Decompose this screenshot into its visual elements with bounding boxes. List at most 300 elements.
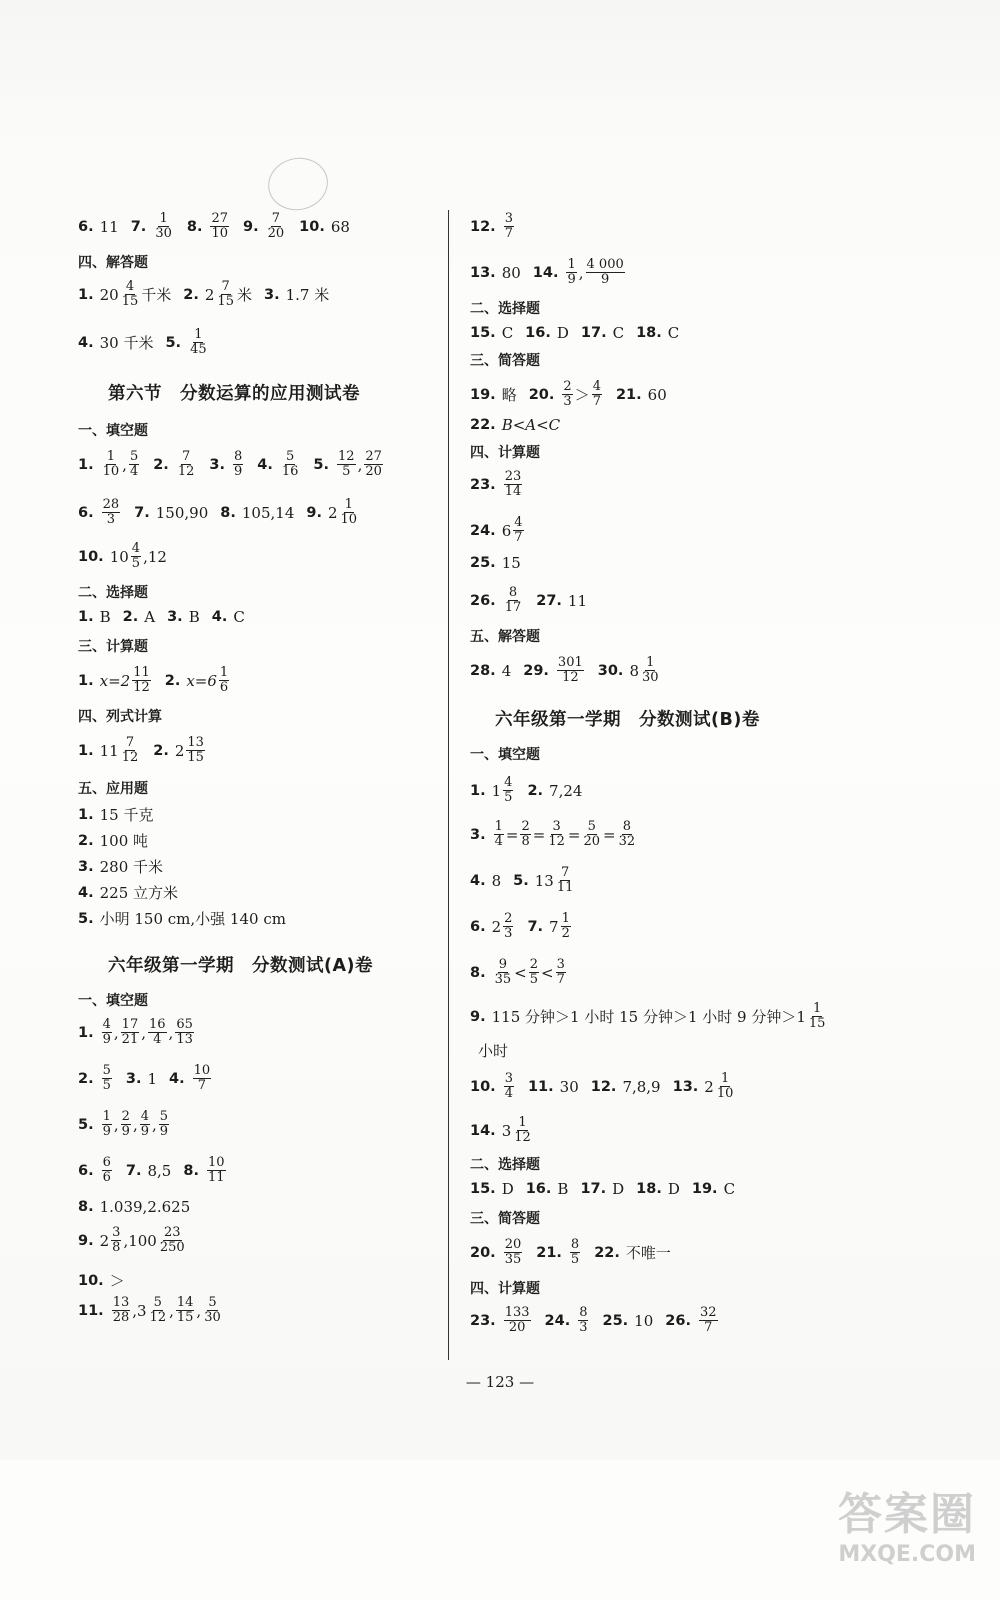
answer-line bbox=[470, 776, 582, 805]
answer-value: D bbox=[501, 1180, 514, 1198]
denominator: 5 bbox=[504, 790, 513, 805]
denominator: 15 bbox=[187, 750, 204, 765]
whole-part: 10 bbox=[109, 547, 129, 566]
fraction bbox=[504, 1306, 531, 1335]
numerator: 1 bbox=[219, 665, 229, 680]
item-number: 12. bbox=[470, 218, 496, 235]
fraction bbox=[112, 1296, 131, 1325]
item-number: 11. bbox=[527, 1078, 554, 1095]
denominator: 5 bbox=[342, 464, 351, 479]
answer-value: D bbox=[612, 1180, 625, 1198]
item-number: 3. bbox=[78, 858, 94, 875]
denominator: 3 bbox=[504, 926, 513, 941]
answer-value: 8 bbox=[491, 871, 502, 890]
item-number: 15. bbox=[470, 1181, 496, 1197]
section-heading: 六年级第一学期 分数测试(A)卷 bbox=[108, 956, 374, 976]
denominator: 3 bbox=[579, 1320, 588, 1335]
whole-part: 20 bbox=[99, 285, 119, 304]
numerator: 2 bbox=[504, 911, 513, 926]
unit-label: 米 bbox=[236, 286, 252, 304]
fraction bbox=[364, 450, 383, 479]
numerator: 5 bbox=[208, 1295, 217, 1310]
item-number: 6. bbox=[78, 218, 94, 235]
item-number: 9. bbox=[470, 1008, 486, 1025]
answer-value: 11 bbox=[99, 217, 119, 236]
answer-line bbox=[78, 280, 329, 309]
answer-line bbox=[470, 324, 679, 342]
denominator: 5 bbox=[570, 1252, 580, 1267]
numerator: 4 bbox=[102, 1017, 111, 1032]
numerator: 8 bbox=[508, 585, 518, 600]
denominator: 9 bbox=[102, 1124, 111, 1139]
item-number: 14. bbox=[470, 1122, 496, 1139]
item-number: 29. bbox=[523, 662, 549, 679]
denominator: 15 bbox=[217, 294, 234, 309]
watermark-logo bbox=[776, 1478, 976, 1583]
item-number: 5. bbox=[78, 1116, 94, 1133]
section-label: 四、计算题 bbox=[470, 445, 540, 461]
numerator: 7 bbox=[271, 211, 281, 226]
item-number: 7. bbox=[527, 918, 544, 935]
item-number: 25. bbox=[602, 1312, 629, 1329]
denominator: 5 bbox=[529, 972, 539, 987]
denominator: 12 bbox=[149, 1310, 167, 1325]
section-label: 一、填空题 bbox=[470, 747, 540, 763]
item-number: 12. bbox=[590, 1078, 617, 1095]
numerator: 5 bbox=[587, 819, 596, 834]
denominator: 7 bbox=[504, 226, 513, 241]
answer-value: B bbox=[557, 1180, 569, 1198]
numerator: 1 bbox=[567, 257, 576, 272]
whole-part: 8 bbox=[629, 661, 639, 680]
fraction bbox=[582, 820, 601, 849]
answer-value: B bbox=[99, 608, 111, 626]
item-number: 27. bbox=[536, 592, 562, 609]
answer-value: ,12 bbox=[143, 547, 167, 566]
item-number: 18. bbox=[636, 325, 662, 341]
answer-line bbox=[470, 1072, 736, 1101]
item-number: 6. bbox=[78, 504, 94, 521]
fraction bbox=[203, 1296, 222, 1325]
denominator: 12 bbox=[133, 680, 150, 695]
answer-line: 1. $\frac{4}{9}$ , $\frac{17}{21}$ , $\frac{16}{4}$ , $\frac{65}{13}$ bbox=[78, 1017, 193, 1047]
answer-line bbox=[470, 1238, 671, 1267]
numerator: 3 bbox=[552, 819, 561, 834]
fraction bbox=[189, 328, 208, 357]
item-number: 1. bbox=[78, 742, 94, 759]
denominator: 12 bbox=[562, 670, 579, 685]
fraction bbox=[281, 450, 300, 479]
fraction bbox=[503, 912, 513, 941]
numerator: 1 bbox=[102, 1109, 111, 1124]
denominator: 15 bbox=[176, 1310, 194, 1325]
numerator: 1 bbox=[194, 327, 203, 342]
answer-line bbox=[78, 542, 167, 571]
answer-value: C bbox=[723, 1180, 736, 1198]
answer-value: 115 分钟＞1 小时 15 分钟＞1 小时 9 分钟＞1 bbox=[491, 1008, 806, 1026]
answer-line bbox=[470, 416, 560, 434]
denominator: 28 bbox=[112, 1310, 130, 1325]
item-number: 22. bbox=[470, 417, 496, 433]
item-number: 13. bbox=[470, 264, 496, 281]
denominator: 4 bbox=[494, 834, 503, 849]
fraction bbox=[586, 258, 625, 287]
item-number: 4. bbox=[78, 884, 94, 901]
section-label: 五、解答题 bbox=[470, 629, 540, 645]
section-label: 三、简答题 bbox=[470, 353, 540, 369]
denominator: 11 bbox=[207, 1170, 225, 1185]
denominator: 14 bbox=[504, 484, 522, 499]
numerator: 4 bbox=[504, 775, 513, 790]
fraction bbox=[340, 498, 359, 527]
answer-line-continuation: 小时 bbox=[478, 1042, 509, 1060]
numerator: 1 bbox=[646, 655, 655, 670]
fraction bbox=[699, 1306, 718, 1335]
answer-value: D bbox=[556, 324, 569, 342]
numerator: 20 bbox=[504, 1237, 522, 1252]
denominator: 20 bbox=[365, 464, 382, 479]
item-number: 7. bbox=[134, 504, 150, 521]
item-number: 1. bbox=[78, 456, 94, 473]
fraction bbox=[111, 1226, 121, 1255]
comparison-operator: < bbox=[541, 963, 554, 982]
answer-value: A bbox=[144, 608, 156, 626]
whole-part: 13 bbox=[534, 871, 554, 890]
denominator: 5 bbox=[102, 1078, 111, 1093]
numerator: 4 bbox=[140, 1109, 150, 1124]
denominator: 21 bbox=[121, 1032, 139, 1047]
item-number: 24. bbox=[544, 1312, 571, 1329]
whole-part: 2 bbox=[174, 741, 185, 760]
denominator: 9 bbox=[102, 1032, 111, 1047]
item-number: 5. bbox=[313, 456, 330, 473]
denominator: 3 bbox=[563, 394, 572, 409]
denominator: 3 bbox=[106, 512, 116, 527]
fraction bbox=[207, 1156, 226, 1185]
item-number: 9. bbox=[306, 504, 322, 521]
answer-line bbox=[78, 856, 163, 877]
numerator: 2 bbox=[563, 379, 572, 394]
section-label: 一、填空题 bbox=[78, 423, 148, 439]
item-number: 16. bbox=[525, 325, 551, 341]
whole-part: 1 bbox=[491, 781, 502, 800]
answer-value: 100 吨 bbox=[99, 832, 149, 850]
answer-line bbox=[470, 656, 662, 685]
item-number: 9. bbox=[78, 1232, 94, 1249]
denominator: 8 bbox=[521, 834, 530, 849]
numerator: 4 bbox=[125, 279, 135, 294]
fraction bbox=[102, 1018, 112, 1047]
denominator: 9 bbox=[140, 1124, 150, 1139]
page-number: — 123 — bbox=[465, 1373, 535, 1391]
item-number: 20. bbox=[470, 1244, 496, 1261]
fraction bbox=[121, 1110, 131, 1139]
item-number: 10. bbox=[78, 548, 104, 565]
denominator: 9 bbox=[159, 1124, 169, 1139]
answer-value: D bbox=[667, 1180, 680, 1198]
denominator: 7 bbox=[704, 1320, 713, 1335]
fraction bbox=[193, 1064, 212, 1093]
item-number: 19. bbox=[691, 1181, 718, 1197]
item-number: 19. bbox=[470, 386, 496, 403]
section-heading: 六年级第一学期 分数测试(B)卷 bbox=[495, 710, 760, 730]
fraction bbox=[716, 1072, 735, 1101]
item-number: 21. bbox=[615, 386, 642, 403]
equals-sign: = bbox=[532, 825, 546, 844]
numerator: 16 bbox=[149, 1017, 166, 1032]
item-number: 1. bbox=[78, 286, 94, 303]
comparison-operator: ＞ bbox=[574, 386, 590, 404]
answer-value: 225 立方米 bbox=[99, 884, 179, 902]
section-label: 四、解答题 bbox=[78, 255, 148, 271]
item-number: 10. bbox=[470, 1078, 496, 1095]
numerator: 4 bbox=[131, 541, 141, 556]
fraction bbox=[132, 666, 151, 695]
item-number: 7. bbox=[125, 1162, 142, 1179]
answer-line bbox=[470, 958, 568, 987]
answer-value: x=2 bbox=[99, 671, 131, 690]
fraction bbox=[556, 866, 575, 895]
fraction bbox=[641, 656, 660, 685]
fraction bbox=[219, 666, 229, 695]
fraction bbox=[618, 820, 637, 849]
denominator: 35 bbox=[504, 1252, 522, 1267]
section-label: 四、列式计算 bbox=[78, 709, 162, 725]
item-number: 30. bbox=[597, 662, 624, 679]
denominator: 12 bbox=[514, 1130, 531, 1145]
watermark-url: MXQE.COM bbox=[838, 1542, 976, 1567]
answer-line bbox=[470, 1306, 720, 1335]
answer-line bbox=[78, 1198, 190, 1216]
item-number: 15. bbox=[470, 325, 496, 341]
watermark-text: 答案圈 bbox=[838, 1489, 976, 1540]
denominator: 10 bbox=[716, 1086, 734, 1101]
numerator: 3 bbox=[112, 1225, 121, 1240]
fraction bbox=[504, 1072, 514, 1101]
numerator: 3 bbox=[504, 211, 513, 226]
item-number: 14. bbox=[532, 264, 559, 281]
item-number: 16. bbox=[525, 1181, 552, 1197]
numerator: 301 bbox=[557, 655, 583, 670]
item-number: 2. bbox=[78, 1070, 94, 1087]
answer-value: 30 千米 bbox=[99, 334, 154, 352]
denominator: 12 bbox=[548, 834, 565, 849]
fraction bbox=[547, 820, 566, 849]
fraction bbox=[808, 1002, 827, 1031]
numerator: 7 bbox=[221, 279, 230, 294]
item-number: 2. bbox=[183, 286, 199, 303]
numerator: 8 bbox=[233, 449, 243, 464]
answer-value: 略 bbox=[501, 386, 517, 404]
fraction bbox=[102, 1110, 112, 1139]
answer-line bbox=[78, 804, 153, 825]
answer-value: 1 bbox=[147, 1069, 158, 1088]
numerator: 133 bbox=[504, 1305, 530, 1320]
answer-line bbox=[78, 882, 178, 903]
denominator: 15 bbox=[121, 294, 139, 309]
numerator: 5 bbox=[159, 1109, 169, 1124]
denominator: 10 bbox=[211, 226, 229, 241]
numerator: 4 bbox=[592, 379, 601, 394]
denominator: 7 bbox=[592, 394, 601, 409]
fraction bbox=[267, 212, 286, 241]
whole-part: 2 bbox=[99, 1231, 110, 1250]
item-number: 8. bbox=[470, 964, 486, 981]
fraction bbox=[177, 450, 196, 479]
numerator: 1 bbox=[106, 449, 116, 464]
numerator: 7 bbox=[181, 449, 191, 464]
item-number: 4. bbox=[470, 872, 486, 889]
fraction bbox=[494, 958, 513, 987]
whole-part: 7 bbox=[549, 917, 559, 936]
numerator: 5 bbox=[129, 449, 139, 464]
answer-value: 4 bbox=[501, 661, 512, 680]
fraction bbox=[140, 1110, 150, 1139]
answer-line bbox=[78, 212, 350, 241]
answer-value: 7,8,9 bbox=[622, 1077, 661, 1096]
whole-part: 2 bbox=[704, 1077, 714, 1096]
item-number: 25. bbox=[470, 555, 496, 571]
denominator: 12 bbox=[177, 464, 195, 479]
column-divider bbox=[448, 210, 449, 1360]
fraction bbox=[556, 958, 566, 987]
item-number: 10. bbox=[299, 218, 325, 235]
answer-line bbox=[78, 736, 207, 765]
denominator: 9 bbox=[121, 1124, 130, 1139]
whole-part: ,100 bbox=[123, 1231, 157, 1250]
item-number: 6. bbox=[470, 918, 486, 935]
item-number: 24. bbox=[470, 522, 496, 539]
item-number: 1. bbox=[78, 609, 94, 625]
item-number: 5. bbox=[165, 334, 182, 351]
answer-line bbox=[470, 380, 667, 409]
fraction bbox=[337, 450, 356, 479]
fraction bbox=[210, 212, 229, 241]
item-number: 8. bbox=[78, 1199, 94, 1215]
denominator: 2 bbox=[561, 926, 570, 941]
answer-line: 1. $\frac{1}{10}$ , $\frac{5}{4}$ 2. $\frac{7}{12}$ 3. $\frac{8}{9}$ 4. $\frac{5}{16}$ 5. $\frac{12}{5}$ , $\frac{27}{20}$ bbox=[78, 449, 382, 479]
item-number: 4. bbox=[169, 1070, 185, 1087]
numerator: 1 bbox=[344, 497, 353, 512]
denominator: 11 bbox=[556, 880, 574, 895]
item-number: 26. bbox=[470, 592, 496, 609]
denominator: 9 bbox=[601, 272, 610, 287]
fraction bbox=[513, 1116, 532, 1145]
item-number: 23. bbox=[470, 476, 496, 493]
whole-part: 3 bbox=[501, 1121, 512, 1140]
section-label: 二、选择题 bbox=[78, 585, 148, 601]
answer-line bbox=[78, 1064, 213, 1093]
denominator: 20 bbox=[583, 834, 600, 849]
numerator: 7 bbox=[560, 865, 570, 880]
denominator: 20 bbox=[508, 1320, 526, 1335]
fraction bbox=[216, 280, 235, 309]
answer-line bbox=[470, 470, 524, 499]
fraction bbox=[102, 1156, 112, 1185]
item-number: 4. bbox=[78, 334, 94, 351]
fraction bbox=[175, 1018, 194, 1047]
section-label: 三、简答题 bbox=[470, 1211, 540, 1227]
answer-value: C bbox=[612, 324, 625, 342]
numerator: 5 bbox=[102, 1063, 111, 1078]
denominator: 9 bbox=[233, 464, 243, 479]
numerator: 32 bbox=[699, 1305, 717, 1320]
answer-line bbox=[78, 908, 286, 929]
answer-value: 280 千米 bbox=[99, 858, 164, 876]
fraction bbox=[148, 1018, 167, 1047]
fraction bbox=[102, 498, 121, 527]
answer-line bbox=[78, 1226, 188, 1255]
item-number: 1. bbox=[78, 672, 94, 689]
unit-label: 千米 bbox=[141, 286, 172, 304]
numerator: 11 bbox=[133, 665, 150, 680]
item-number: 4. bbox=[211, 609, 228, 625]
fraction bbox=[121, 736, 140, 765]
answer-value: 10 bbox=[634, 1311, 654, 1330]
answer-value: 68 bbox=[330, 217, 350, 236]
answer-line bbox=[470, 1116, 534, 1145]
whole-part: 2 bbox=[327, 503, 338, 522]
section-label: 二、选择题 bbox=[470, 301, 540, 317]
numerator: 4 bbox=[514, 515, 523, 530]
numerator: 2 bbox=[521, 819, 530, 834]
answer-value: B bbox=[188, 608, 200, 626]
answer-value: 不唯一 bbox=[625, 1244, 671, 1262]
answer-line: 5. $\frac{1}{9}$ , $\frac{2}{9}$ , $\frac{4}{9}$ , $\frac{5}{9}$ bbox=[78, 1109, 169, 1139]
answer-value: B<A<C bbox=[501, 416, 561, 434]
fraction bbox=[504, 212, 514, 241]
numerator: 4 000 bbox=[586, 257, 624, 272]
answer-line bbox=[470, 1180, 735, 1198]
fraction bbox=[561, 912, 571, 941]
fraction bbox=[186, 736, 205, 765]
fraction bbox=[494, 820, 504, 849]
numerator: 3 bbox=[556, 957, 565, 972]
numerator: 3 bbox=[504, 1071, 513, 1086]
numerator: 65 bbox=[176, 1017, 193, 1032]
answer-line bbox=[470, 1002, 828, 1031]
numerator: 10 bbox=[207, 1155, 225, 1170]
item-number: 21. bbox=[536, 1244, 562, 1261]
item-number: 20. bbox=[528, 386, 555, 403]
numerator: 28 bbox=[102, 497, 120, 512]
item-number: 2. bbox=[527, 782, 544, 799]
answer-line bbox=[78, 498, 360, 527]
item-number: 8. bbox=[183, 1162, 199, 1179]
numerator: 13 bbox=[112, 1295, 130, 1310]
item-number: 18. bbox=[636, 1181, 662, 1197]
item-number: 2. bbox=[153, 456, 169, 473]
numerator: 1 bbox=[159, 211, 168, 226]
fraction bbox=[520, 820, 530, 849]
fraction bbox=[504, 470, 523, 499]
denominator: 17 bbox=[504, 600, 522, 615]
numerator: 1 bbox=[518, 1115, 527, 1130]
answer-line: 11. $\frac{13}{28}$ ,3 $\frac{5}{12}$ , $\frac{14}{15}$ , $\frac{5}{30}$ bbox=[78, 1295, 221, 1325]
fraction bbox=[566, 258, 576, 287]
answer-value: 60 bbox=[647, 385, 667, 404]
fraction bbox=[102, 1064, 112, 1093]
numerator: 8 bbox=[579, 1305, 588, 1320]
numerator: 23 bbox=[163, 1225, 181, 1240]
fraction bbox=[513, 516, 523, 545]
fraction bbox=[562, 380, 572, 409]
answer-line bbox=[78, 1156, 228, 1185]
answer-value: 80 bbox=[501, 263, 521, 282]
section-label: 二、选择题 bbox=[470, 1157, 540, 1173]
item-number: 8. bbox=[186, 218, 203, 235]
answer-line: 13. 80 14. $\frac{1}{9}$ , $\frac{4 000}{9}$ bbox=[470, 257, 624, 287]
